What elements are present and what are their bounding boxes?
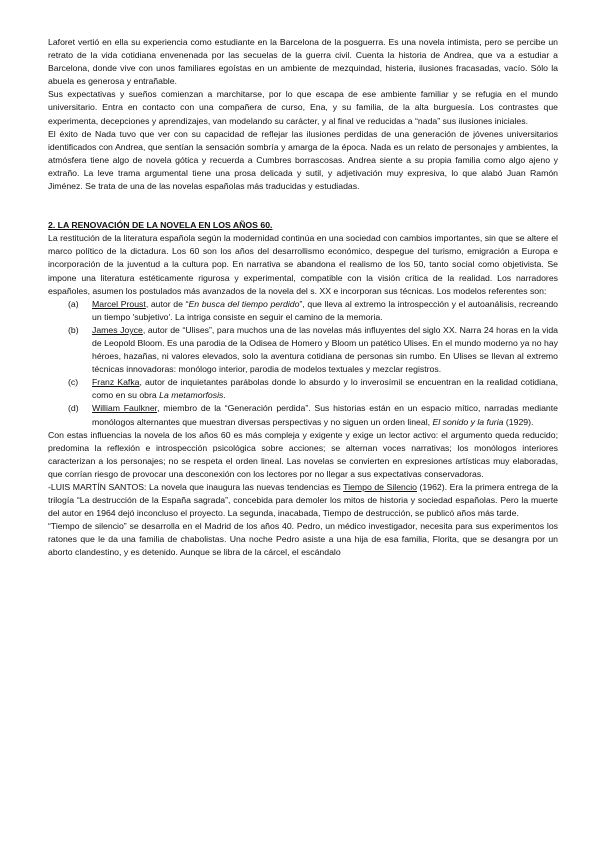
paragraph-tiempo-silencio: “Tiempo de silencio” se desarrolla en el Madrid de los años 40. Pedro, un médico investigador, necesita para sus experimentos los ratones que le da una familia de chabolistas. Una noche Pedro asiste a una hija de esa familia, Florita, que se desangra por un aborto clandestino, y es detenido. Aunque se libra de la cárcel, el escándalo: [48, 521, 558, 558]
item-text: .: [223, 390, 226, 401]
item-text: , autor de inquietantes parábolas donde lo absurdo y lo inverosímil se encuentran en la realidad cotidiana, como en su obra: [92, 377, 558, 401]
document-body: [48, 36, 558, 560]
list-item-proust: [68, 298, 558, 324]
paragraph-influencias: Con estas influencias la novela de los años 60 es más compleja y exigente y exige un lector activo: el argumento queda reducido; predomina la reflexión e introspección psicológica sobre acciones; se alternan voces narrativas; los monólogos interiores caracterizan a los personajes; no se respeta el orden lineal. Las novelas se convierten en expresiones artísticas muy elaboradas, que corrían riesgo de provocar una desconexión con los lectores por no llegar a sus expectativas conservadoras.: [48, 429, 558, 479]
list-item-faulkner: [68, 402, 558, 428]
paragraph-restitucion: La restitución de la literatura española según la modernidad continúa en una sociedad con cambios importantes, sin que se altere el marco político de la dictadura. Los 60 son los años del desarrollismo económico, despegue del turismo, emigración a Europa e incorporación de la juventud a la cultura pop. En narrativa se abandona el realismo de los 50, tanto social como objetivista. Se impone una literatura estéticamente rigurosa y experimental, compatible con la visión crítica de la realidad. Los narradores españoles, asumen los postulados más avanzados de la novela del s. XX e incorporan sus técnicas. Los modelos referentes son:: [48, 233, 558, 296]
work-title: En busca del tiempo perdido: [188, 298, 300, 309]
paragraph-expectativas: Sus expectativas y sueños comienzan a marchitarse, por lo que escapa de ese ambiente familiar y se refugia en el mundo universitario. Entra en contacto con una compañera de curso, Ena, y su familia, de la alta burguesía. Los contrastes que experimenta, decepciones y aprendizajes, van modelando su carácter, y al final ve reducidas a “nada” sus ilusiones iniciales.: [48, 89, 558, 126]
author-name: Marcel Proust: [92, 298, 146, 309]
section-heading: 2. LA RENOVACIÓN DE LA NOVELA EN LOS AÑOS 60.: [48, 220, 273, 231]
paragraph-exito-nada: El éxito de Nada tuvo que ver con su capacidad de reflejar las ilusiones perdidas de una generación de jóvenes universitarios identificados con Andrea, que sentían la sensación sombría y amarga de la época. Nada es un relato de personajes y ambientes, la atmósfera tiene algo de novela gótica y recuerda a Cumbres borrascosas. Andrea siente a su propia familia como algo ajeno y extraño. La leve trama argumental tiene una prosa delicada y sutil, y adjetivación muy expresiva, lo que alabó Juan Ramón Jiménez. Se trata de una de las novelas españolas más traducidas y estudiadas.: [48, 128, 558, 192]
list-marker: (a): [68, 298, 79, 309]
item-text: ”, que lleva al extremo la introspección y el autoanálisis, recreando un tiempo 'subjetivo'. La intriga consiste en seguir el camino de la memoria.: [92, 298, 558, 322]
item-text: , autor de “: [145, 298, 189, 309]
author-name: Franz Kafka: [92, 377, 140, 388]
item-text: (1929).: [503, 416, 534, 427]
list-item-kafka: [68, 376, 558, 402]
work-title: El sonido y la furia: [432, 416, 504, 427]
models-list: [48, 298, 558, 429]
paragraph-martin-santos: [48, 481, 558, 520]
item-text: , autor de “Ulises”, para muchos una de las novelas más influyentes del siglo XX. Narra 24 horas en la vida de Leopold Bloom. Es una parodia de la Odisea de Homero y Bloom un patético Ulises. En el mundo moderno ya no hay héroes, hazañas, ni valores elevados, solo la aventura cotidiana de personas sin rumbo. En Ulises se llevan al extremo técnicas innovadoras: monólogo interior, parodia de modelos textuales y mezclar registros.: [92, 324, 558, 375]
author-name: James Joyce: [92, 324, 143, 335]
novel-title: Tiempo de Silencio: [343, 482, 417, 492]
item-text: , miembro de la “Generación perdida”. Sus historias están en un espacio mítico, narradas mediante monólogos alternantes que muestran diversas perspectivas y no siguen un orden lineal,: [92, 403, 558, 427]
santos-rest: (1962). Era la primera entrega de la trilogía “La destrucción de la España sagrada”, concebida para demoler los mitos de historia y sociedad españolas. Pero la muerte del autor en 1964 dejó inconcluso el proyecto. La segunda, inacabada, Tiempo de destrucción, se publicó años más tarde.: [48, 482, 558, 519]
author-name: William Faulkner: [92, 403, 158, 414]
list-marker: (b): [68, 324, 79, 335]
list-marker: (c): [68, 377, 79, 388]
section-spacer: [48, 193, 558, 219]
list-item-joyce: [68, 324, 558, 376]
paragraph-laforet: Laforet vertió en ella su experiencia como estudiante en la Barcelona de la posguerra. Es una novela intimista, pero se percibe un retrato de la vida cotidiana envenenada por las secuelas de la guerra civil. Cuenta la historia de Andrea, que va a estudiar a Barcelona, donde vive con unos familiares egoístas en un ambiente de mezquindad, histeria, ilusiones fracasadas, vacío. Sólo la abuela es generosa y entrañable.: [48, 37, 558, 87]
santos-intro: -LUIS MARTÍN SANTOS: La novela que inaugura las nuevas tendencias es: [48, 482, 344, 492]
list-marker: (d): [68, 403, 79, 414]
work-title: La metamorfosis: [159, 390, 224, 401]
